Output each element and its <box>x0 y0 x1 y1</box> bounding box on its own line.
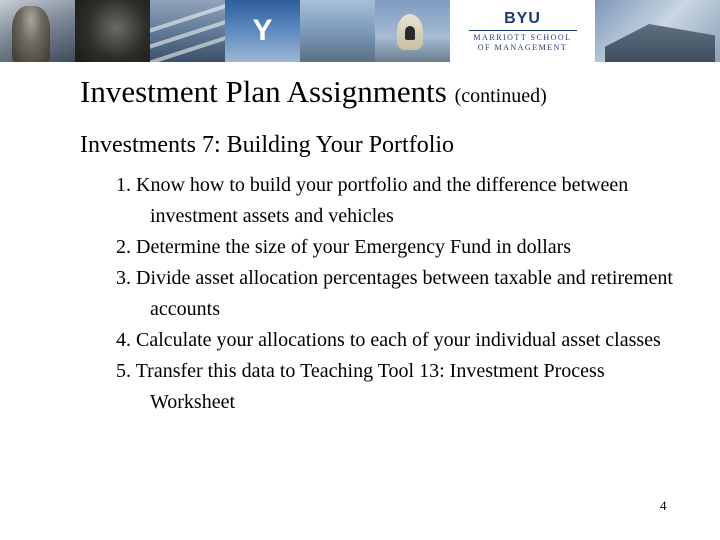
slide-title-text: Investment Plan Assignments <box>80 74 447 109</box>
logo-divider <box>469 30 577 31</box>
assignment-item-4: 4. Calculate your allocations to each of your individual asset classes <box>116 329 661 351</box>
banner-photo-dark <box>75 0 150 62</box>
stripe-shape <box>150 0 225 35</box>
assignment-list <box>116 170 676 418</box>
building-image <box>605 24 715 62</box>
banner-photo-building <box>595 0 720 62</box>
bell-icon <box>397 14 423 50</box>
slide-title-suffix: (continued) <box>454 85 547 107</box>
assignment-item-5: 5. Transfer this data to Teaching Tool 13: Investment Process Worksheet <box>116 360 605 413</box>
logo-sub-text-1: MARRIOTT SCHOOL <box>473 32 572 42</box>
slide-title <box>80 74 547 110</box>
banner-photo-sky <box>300 0 375 62</box>
byu-marriott-logo <box>450 0 595 62</box>
banner-photo-statue <box>0 0 75 62</box>
statue-image <box>12 6 50 62</box>
page-number: 4 <box>660 498 667 513</box>
slide-subtitle: Investments 7: Building Your Portfolio <box>80 132 455 158</box>
banner-photo-mountain-y <box>225 0 300 62</box>
header-photo-banner <box>0 0 720 62</box>
logo-sub-text-2: OF MANAGEMENT <box>477 42 568 52</box>
assignment-item-3: 3. Divide asset allocation percentages between taxable and retirement accounts <box>116 267 673 320</box>
logo-main-text: BYU <box>504 9 541 27</box>
assignment-item-2: 2. Determine the size of your Emergency Fund in dollars <box>116 236 572 258</box>
assignment-item-1: 1. Know how to build your portfolio and the difference between investment assets and vehicles <box>116 174 629 227</box>
banner-photo-stripes <box>150 0 225 62</box>
mountain-y-icon: Y <box>252 14 273 47</box>
banner-photo-bell <box>375 0 450 62</box>
